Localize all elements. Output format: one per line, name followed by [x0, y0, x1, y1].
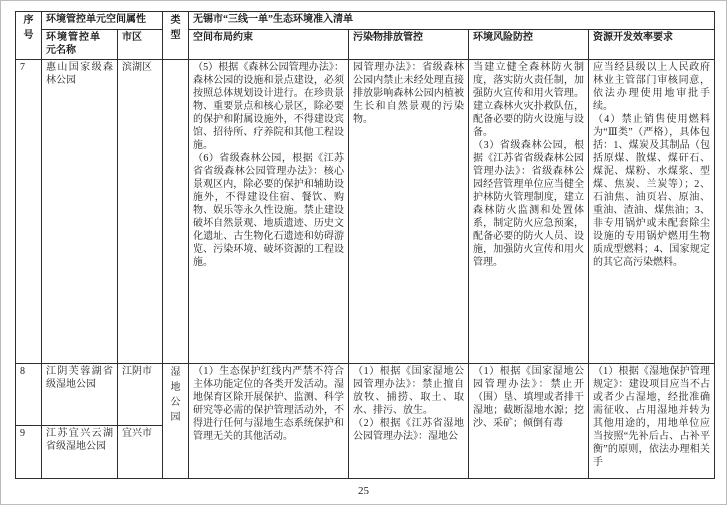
- cell-r7-space-constraints: [189, 60, 349, 364]
- cell-r9-unit-name: 江苏宜兴云湖省级湿地公园: [42, 426, 118, 479]
- cell-r8-unit-name: 江阴芙蓉湖省级湿地公园: [42, 364, 118, 426]
- cell-r7-resource-efficiency: [589, 60, 715, 364]
- paragraph: （1）根据《湿地保护管理规定》：建设项目应当不占或者少占湿地，经批准确需征收、占用湿地并转为其他用途的，用地单位应当按照“先补后占、占补平衡”的原则，依法办理相关手: [593, 366, 710, 468]
- col-header-space-constraints: 空间布局约束: [189, 30, 349, 60]
- paragraph: （1）根据《国家湿地公园管理办法》：禁止擅自放牧、捕捞、取土、取水、排污、放生。: [353, 366, 464, 416]
- col-header-seq: [16, 12, 42, 60]
- paragraph: （5）根据《森林公园管理办法》：森林公园的设施和景点建设，必须按照总体规划设计进行。在珍贵景物、重要景点和核心景区，除必要的保护和附属设施外，不得建设宾馆、招待所、疗养院和其他工程设施。: [193, 62, 344, 151]
- col-header-risk-prevention: 环境风险防控: [469, 30, 589, 60]
- col-header-district: 市区: [118, 30, 163, 60]
- paragraph: （1）根据《国家湿地公园管理办法》：禁止开（围）垦、填埋或者排干湿地；截断湿地水源；挖沙、采矿；倾倒有毒: [473, 366, 584, 429]
- paragraph: （1）生态保护红线内严禁不符合主体功能定位的各类开发活动。湿地保育区除开展保护、监测、科学研究等必需的保护管理活动外，不得进行任何与湿地生态系统保护和管理无关的其他活动。: [193, 366, 344, 442]
- table-row-8: [16, 364, 715, 426]
- col-group-access-list-title: 无锡市“三线一单”生态环境准入清单: [189, 12, 715, 30]
- cell-r89-type: [163, 364, 189, 479]
- header-row-2: [16, 30, 715, 60]
- col-header-unit-name: [42, 30, 118, 60]
- col-header-seq-label: 序号: [23, 15, 34, 41]
- cell-r89-risk-prevention: [469, 364, 589, 479]
- col-header-unit-name-label: 环境管控单元名称: [46, 32, 100, 56]
- cell-r89-type-label: 湿地公园: [170, 367, 181, 423]
- paragraph: （6）省级森林公园，根据《江苏省省级森林公园管理办法》：核心景观区内，除必要的保护和辅助设施外，不得建设住宿、餐饮、购物、娱乐等永久性设施。禁止建设破坏自然景观、地质遗迹、历史文化遗址、古生物化石遗迹和妨碍游览、污染环境、破坏资源的工程设施。: [193, 153, 344, 268]
- table-row-7: [16, 60, 715, 364]
- eco-environment-access-list-table: [15, 11, 715, 479]
- col-header-type: [163, 12, 189, 60]
- paragraph: 当建立健全森林防火制度，落实防火责任制，加强防火宣传和用火管理。建立森林火灾扑救队伍，配备必要的防火设施与设备。: [473, 62, 584, 138]
- cell-r89-space-constraints: [189, 364, 349, 479]
- paragraph: （4）禁止销售使用燃料为“Ⅲ类”（严格），具体包括：1、煤炭及其制品（包括原煤、散煤、煤矸石、煤泥、煤粉、水煤浆、型煤、焦炭、兰炭等）；2、石油焦、油页岩、原油、重油、渣油、煤焦油；3、非专用锅炉或未配套除尘设施的专用锅炉燃用生物质成型燃料；4、国家规定的其它高污染燃料。: [593, 114, 710, 268]
- cell-r89-resource-efficiency: [589, 364, 715, 479]
- col-header-pollution-control: 污染物排放管控: [349, 30, 469, 60]
- cell-r8-district: 江阴市: [118, 364, 163, 426]
- cell-r89-pollution-control: [349, 364, 469, 479]
- col-header-resource-efficiency: 资源开发效率要求: [589, 30, 715, 60]
- cell-r9-seq: 9: [16, 426, 42, 479]
- cell-r7-type: [163, 60, 189, 364]
- cell-r7-risk-prevention: [469, 60, 589, 364]
- page-number: 25: [358, 485, 369, 497]
- paragraph: 应当经县级以上人民政府林业主管部门审核同意，依法办理使用地审批手续。: [593, 62, 710, 112]
- cell-r8-seq: 8: [16, 364, 42, 426]
- cell-r7-pollution-control: [349, 60, 469, 364]
- col-group-spatial-attributes: 环境管控单元空间属性: [42, 12, 163, 30]
- cell-r7-unit-name: 惠山国家级森林公园: [42, 60, 118, 364]
- paragraph: （3）省级森林公园，根据《江苏省省级森林公园管理办法》：省级森林公园经营管理单位应当健全护林防火管理制度，建立森林防火监测和处置体系，制定防火应急预案，配备必要的防火人员、设施，加强防火宣传和用火管理。: [473, 140, 584, 268]
- paragraph: （2）根据《江苏省湿地公园管理办法》：湿地公: [353, 418, 464, 442]
- header-row-1: [16, 12, 715, 30]
- cell-r7-district: 滨湖区: [118, 60, 163, 364]
- paragraph: 园管理办法》：省级森林公园内禁止未经处理直接排放影响森林公园内植被生长和自然景观的污染物。: [353, 62, 464, 125]
- cell-r7-seq: 7: [16, 60, 42, 364]
- col-header-type-label: 类型: [170, 15, 181, 41]
- cell-r9-district: 宜兴市: [118, 426, 163, 479]
